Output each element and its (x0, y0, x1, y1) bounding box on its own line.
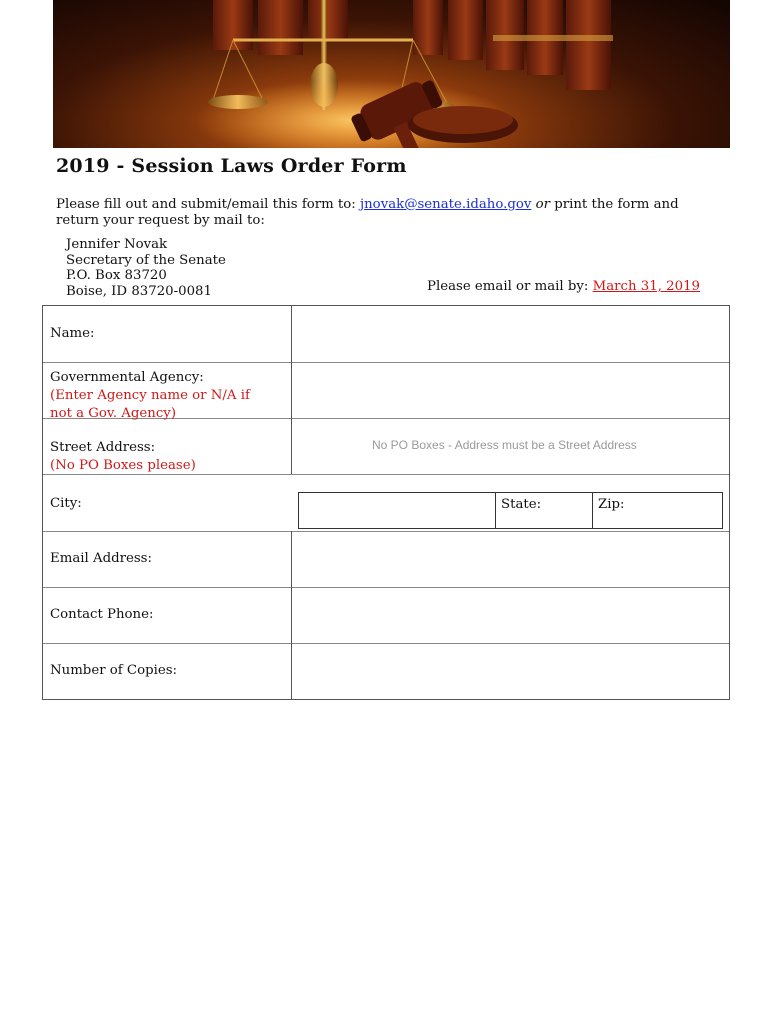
intro-before: Please fill out and submit/email this form to: (56, 197, 360, 212)
intro-or: or (535, 197, 551, 212)
page-title: 2019 - Session Laws Order Form (56, 155, 407, 177)
agency-label: Governmental Agency: (50, 370, 204, 385)
form-row-copies (43, 643, 729, 699)
deadline-label: Please email or mail by: (427, 279, 593, 294)
form-row-email (43, 531, 729, 588)
email-input[interactable] (291, 531, 729, 587)
street-label-group (50, 439, 196, 475)
street-hint: (No PO Boxes please) (50, 458, 196, 473)
intro-text (56, 197, 716, 229)
email-label: Email Address: (50, 551, 152, 566)
intro-after: print the form and return your request by mail to: (56, 197, 679, 228)
copies-label: Number of Copies: (50, 663, 178, 678)
address-city: Boise, ID 83720-0081 (66, 283, 212, 299)
order-form (42, 305, 730, 700)
form-row-name (43, 306, 729, 363)
mailing-address (66, 237, 226, 299)
deadline-date: March 31, 2019 (592, 279, 700, 294)
agency-hint: (Enter Agency name or N/A if not a Gov. Agency) (50, 388, 250, 421)
phone-label: Contact Phone: (50, 607, 154, 622)
phone-input[interactable] (291, 587, 729, 643)
header-banner-image (53, 0, 730, 148)
zip-input[interactable] (592, 493, 722, 528)
copies-input[interactable] (291, 643, 729, 699)
agency-label-group (50, 369, 260, 423)
city-state-zip-box (298, 492, 723, 529)
deadline-text (427, 279, 700, 294)
form-row-agency (43, 362, 729, 419)
gavel-scales-icon (53, 0, 730, 148)
address-title: Secretary of the Senate (66, 252, 226, 268)
state-label: State: (501, 497, 542, 512)
form-row-street (43, 418, 729, 475)
address-po-box: P.O. Box 83720 (66, 268, 167, 283)
zip-label: Zip: (598, 497, 625, 512)
city-label: City: (50, 496, 82, 511)
state-input[interactable] (495, 493, 592, 528)
name-label: Name: (50, 326, 95, 341)
email-link[interactable]: jnovak@senate.idaho.gov (360, 197, 532, 212)
street-label: Street Address: (50, 440, 156, 455)
city-input[interactable] (299, 493, 494, 528)
street-input[interactable] (291, 418, 729, 474)
street-placeholder: No PO Boxes - Address must be a Street Address (372, 438, 637, 452)
address-name: Jennifer Novak (66, 237, 168, 252)
form-row-phone (43, 587, 729, 644)
name-input[interactable] (291, 306, 729, 362)
agency-input[interactable] (291, 362, 729, 418)
